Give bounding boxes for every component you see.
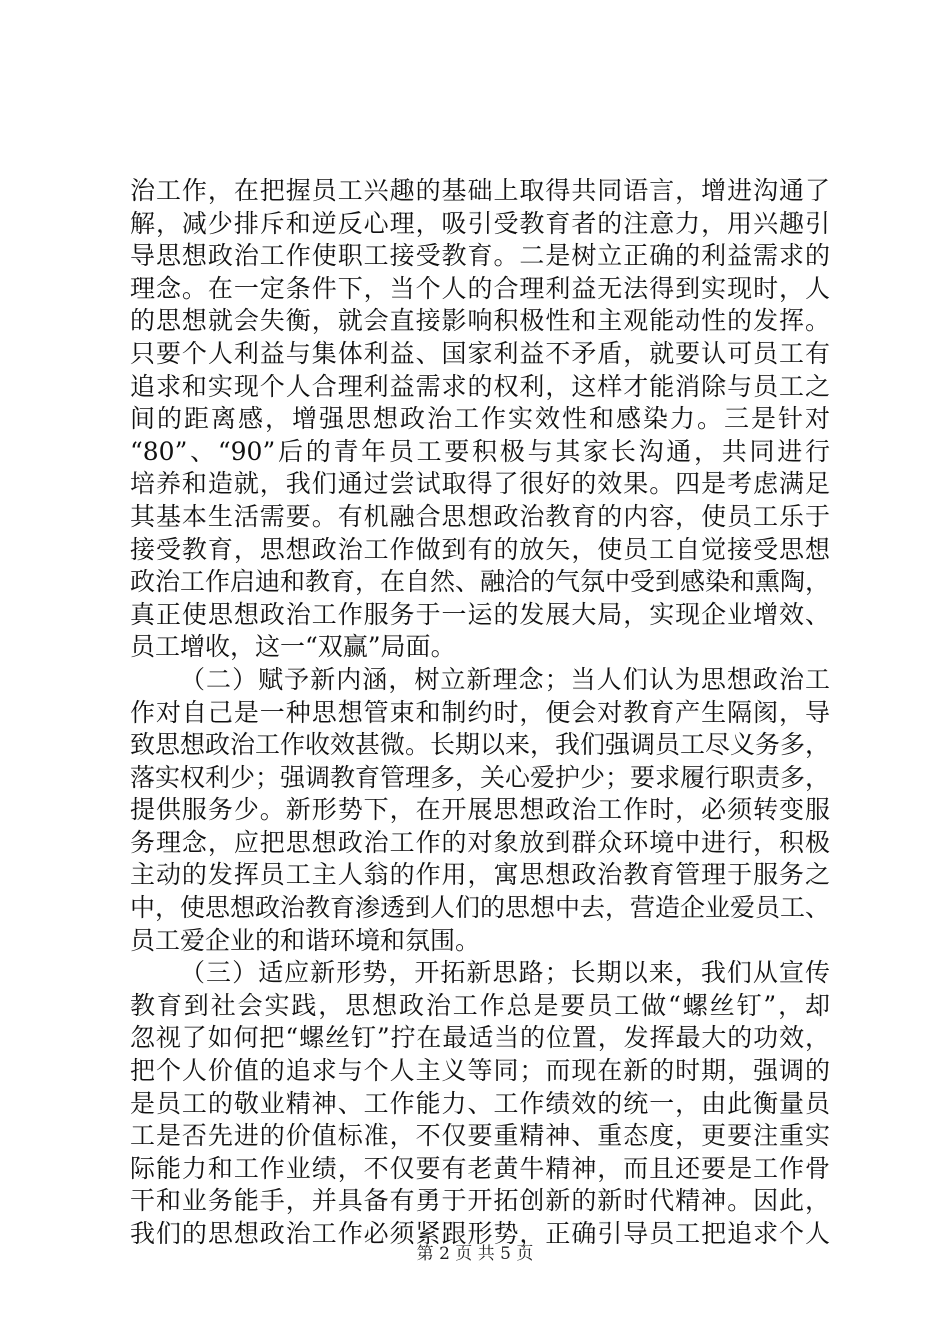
text-line: 把个人价值的追求与个人主义等同；而现在新的时期，强调的 — [130, 1056, 830, 1086]
paragraph-heading-line: （二）赋予新内涵，树立新理念；当人们认为思想政治工 — [180, 664, 830, 694]
text-line: 际能力和工作业绩，不仅要有老黄牛精神，而且还要是工作骨 — [130, 1153, 830, 1183]
text-line: 中，使思想政治教育渗透到人们的思想中去，营造企业爱员工、 — [130, 893, 831, 923]
text-line: “80”、“90”后的青年员工要积极与其家长沟通，共同进行 — [130, 436, 830, 466]
text-line: 作对自己是一种思想管束和制约时，便会对教育产生隔阂，导 — [130, 697, 830, 727]
text-line: 务理念，应把思想政治工作的对象放到群众环境中进行，积极 — [130, 827, 830, 857]
text-line: 培养和造就，我们通过尝试取得了很好的效果。四是考虑满足 — [130, 469, 830, 499]
page-number-footer: 第 2 页 共 5 页 — [416, 1244, 534, 1264]
text-line: 治工作，在把握员工兴趣的基础上取得共同语言，增进沟通了 — [130, 176, 830, 205]
text-line: 真正使思想政治工作服务于一运的发展大局，实现企业增效、 — [130, 599, 830, 629]
text-line: 忽视了如何把“螺丝钉”拧在最适当的位置，发挥最大的功效， — [130, 1023, 830, 1053]
text-line: 导思想政治工作使职工接受教育。二是树立正确的利益需求的 — [130, 241, 830, 271]
text-line: 政治工作启迪和教育，在自然、融洽的气氛中受到感染和熏陶， — [130, 567, 831, 597]
text-line: 接受教育，思想政治工作做到有的放矢，使员工自觉接受思想 — [130, 534, 830, 564]
text-line: 是员工的敬业精神、工作能力、工作绩效的统一，由此衡量员 — [130, 1088, 830, 1118]
paragraph-heading-line: （三）适应新形势，开拓新思路；长期以来，我们从宣传 — [180, 958, 830, 988]
paragraph-end-line: 员工增收，这一“双赢”局面。 — [130, 632, 456, 662]
text-line: 其基本生活需要。有机融合思想政治教育的内容，使员工乐于 — [130, 501, 830, 531]
text-line: 的思想就会失衡，就会直接影响积极性和主观能动性的发挥。 — [130, 306, 830, 336]
text-line: 主动的发挥员工主人翁的作用，寓思想政治教育管理于服务之 — [130, 860, 830, 890]
text-line: 间的距离感，增强思想政治工作实效性和感染力。三是针对 — [130, 404, 830, 434]
text-line: 教育到社会实践，思想政治工作总是要员工做“螺丝钉”，却 — [130, 990, 830, 1020]
text-line: 追求和实现个人合理利益需求的权利，这样才能消除与员工之 — [130, 371, 830, 401]
text-line: 提供服务少。新形势下，在开展思想政治工作时，必须转变服 — [130, 795, 830, 825]
text-line: 理念。在一定条件下，当个人的合理利益无法得到实现时，人 — [130, 273, 830, 303]
body-text — [130, 175, 830, 1251]
text-line: 致思想政治工作收效甚微。长期以来，我们强调员工尽义务多， — [130, 730, 831, 760]
text-line: 我们的思想政治工作必须紧跟形势，正确引导员工把追求个人 — [130, 1219, 830, 1248]
text-line: 干和业务能手，并具备有勇于开拓创新的新时代精神。因此， — [130, 1186, 830, 1216]
text-line: 只要个人利益与集体利益、国家利益不矛盾，就要认可员工有 — [130, 338, 830, 368]
paragraph-end-line: 员工爱企业的和谐环境和氛围。 — [130, 925, 481, 955]
text-line: 落实权利少；强调教育管理多，关心爱护少；要求履行职责多， — [130, 762, 831, 792]
text-line: 工是否先进的价值标准，不仅要重精神、重态度，更要注重实 — [130, 1121, 830, 1151]
text-line: 解，减少排斥和逆反心理，吸引受教育者的注意力，用兴趣引 — [130, 208, 830, 238]
